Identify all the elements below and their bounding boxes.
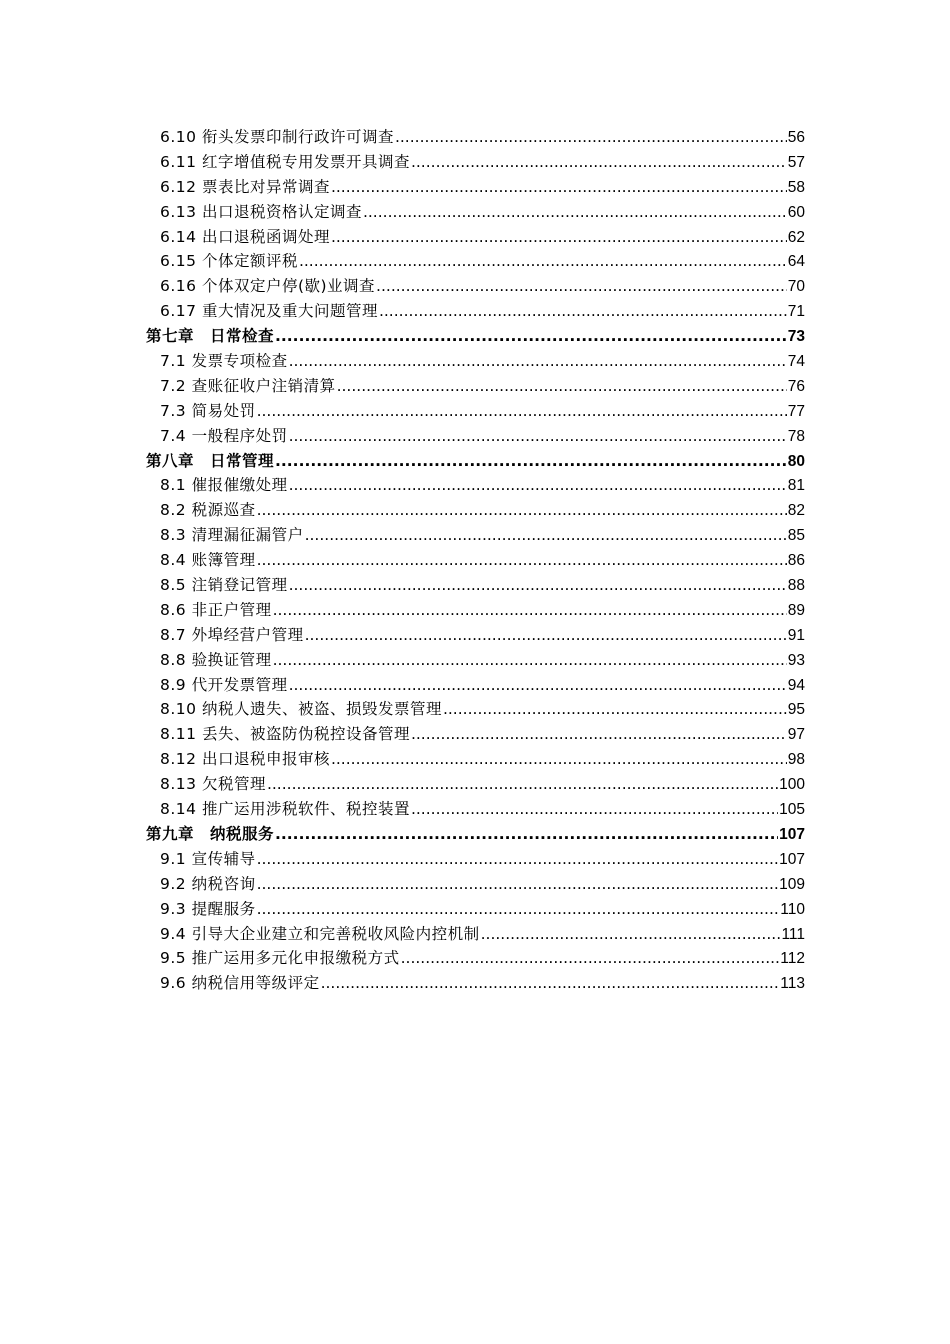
toc-page-number: 64 <box>787 253 805 271</box>
toc-section-entry[interactable] <box>0 747 950 772</box>
toc-entry-title: 8.2 税源巡查 <box>160 501 256 520</box>
toc-section-entry[interactable] <box>0 648 950 673</box>
toc-page-number: 89 <box>787 601 805 619</box>
toc-page-number: 107 <box>779 825 805 843</box>
toc-section-entry[interactable] <box>0 249 950 274</box>
toc-section-entry[interactable] <box>0 548 950 573</box>
toc-dot-leader <box>379 299 787 324</box>
toc-dot-leader <box>289 473 787 498</box>
toc-section-entry[interactable] <box>0 374 950 399</box>
toc-page-number: 73 <box>787 328 805 346</box>
toc-chapter-entry[interactable] <box>0 449 950 474</box>
toc-section-entry[interactable] <box>0 200 950 225</box>
toc-entry-title: 8.14 推广运用涉税软件、税控装置 <box>160 800 410 819</box>
toc-page-number: 112 <box>780 950 805 968</box>
toc-dot-leader <box>411 797 778 822</box>
toc-entry-title: 8.13 欠税管理 <box>160 775 266 794</box>
toc-entry-title: 7.3 简易处罚 <box>160 401 256 420</box>
toc-chapter-entry[interactable] <box>0 324 950 349</box>
toc-page-number: 82 <box>787 502 805 520</box>
toc-page-number: 70 <box>787 278 805 296</box>
toc-page-number: 113 <box>780 975 805 993</box>
toc-dot-leader <box>363 200 787 225</box>
toc-section-entry[interactable] <box>0 623 950 648</box>
toc-dot-leader <box>273 648 787 673</box>
toc-entry-title: 6.12 票表比对异常调查 <box>160 177 330 196</box>
toc-section-entry[interactable] <box>0 125 950 150</box>
toc-entry-title: 8.1 催报催缴处理 <box>160 476 288 495</box>
toc-dot-leader <box>257 872 779 897</box>
toc-entry-title: 9.3 提醒服务 <box>160 899 256 918</box>
toc-section-entry[interactable] <box>0 922 950 947</box>
toc-entry-title: 第九章 纳税服务 <box>146 824 275 843</box>
toc-entry-title: 6.16 个体双定户停(歇)业调查 <box>160 277 376 296</box>
toc-entry-title: 8.4 账簿管理 <box>160 551 256 570</box>
toc-section-entry[interactable] <box>0 897 950 922</box>
toc-section-entry[interactable] <box>0 399 950 424</box>
toc-section-entry[interactable] <box>0 797 950 822</box>
toc-page-number: 91 <box>787 626 805 644</box>
toc-page-number: 107 <box>779 850 805 868</box>
toc-section-entry[interactable] <box>0 772 950 797</box>
toc-section-entry[interactable] <box>0 299 950 324</box>
toc-dot-leader <box>331 175 787 200</box>
toc-page-number: 57 <box>787 153 805 171</box>
toc-entry-title: 7.1 发票专项检查 <box>160 352 288 371</box>
toc-entry-title: 9.1 宣传辅导 <box>160 849 256 868</box>
toc-entry-title: 6.17 重大情况及重大问题管理 <box>160 302 378 321</box>
toc-dot-leader <box>257 897 780 922</box>
toc-entry-title: 6.10 衔头发票印制行政许可调查 <box>160 128 394 146</box>
toc-dot-leader <box>411 150 787 175</box>
toc-dot-leader <box>289 573 787 598</box>
toc-section-entry[interactable] <box>0 523 950 548</box>
toc-page-number: 109 <box>779 875 805 893</box>
toc-dot-leader <box>411 722 787 747</box>
toc-dot-leader <box>257 399 787 424</box>
toc-section-entry[interactable] <box>0 473 950 498</box>
toc-entry-title: 9.2 纳税咨询 <box>160 874 256 893</box>
toc-entry-title: 8.8 验换证管理 <box>160 650 272 669</box>
toc-entry-title: 6.14 出口退税函调处理 <box>160 227 330 246</box>
table-of-contents <box>0 125 950 996</box>
toc-dot-leader <box>289 424 787 449</box>
toc-entry-title: 8.10 纳税人遗失、被盗、损毁发票管理 <box>160 700 442 719</box>
toc-entry-title: 8.6 非正户管理 <box>160 600 272 619</box>
toc-dot-leader <box>331 747 787 772</box>
toc-page-number: 95 <box>787 701 805 719</box>
toc-page-number: 85 <box>787 527 805 545</box>
toc-entry-title: 9.5 推广运用多元化申报缴税方式 <box>160 949 400 968</box>
toc-page-number: 93 <box>787 651 805 669</box>
toc-page-number: 77 <box>787 402 805 420</box>
toc-page-number: 111 <box>781 925 805 943</box>
toc-dot-leader <box>257 847 779 872</box>
toc-dot-leader <box>443 697 787 722</box>
toc-dot-leader <box>305 623 787 648</box>
toc-page-number: 80 <box>787 452 805 470</box>
toc-entry-title: 第八章 日常管理 <box>146 451 275 470</box>
toc-entry-title: 7.2 查账征收户注销清算 <box>160 376 336 395</box>
toc-page-number: 60 <box>787 203 805 221</box>
toc-dot-leader <box>257 548 787 573</box>
toc-dot-leader <box>267 772 778 797</box>
toc-dot-leader <box>289 673 787 698</box>
toc-section-entry[interactable] <box>0 946 950 971</box>
toc-entry-title: 8.7 外埠经营户管理 <box>160 625 304 644</box>
toc-page-number: 71 <box>787 303 805 321</box>
toc-dot-leader <box>337 374 787 399</box>
toc-page-number: 81 <box>787 477 805 495</box>
toc-page-number: 110 <box>780 900 805 918</box>
toc-entry-title: 6.15 个体定额评税 <box>160 252 298 271</box>
toc-section-entry[interactable] <box>0 598 950 623</box>
toc-dot-leader <box>395 125 787 150</box>
toc-section-entry[interactable] <box>0 971 950 996</box>
toc-dot-leader <box>331 225 787 250</box>
toc-section-entry[interactable] <box>0 673 950 698</box>
toc-page-number: 97 <box>787 726 805 744</box>
toc-section-entry[interactable] <box>0 150 950 175</box>
toc-page-number: 88 <box>787 577 805 595</box>
toc-page-number: 86 <box>787 552 805 570</box>
toc-entry-title: 8.11 丢失、被盗防伪税控设备管理 <box>160 725 410 744</box>
toc-page-number: 62 <box>787 228 805 246</box>
toc-dot-leader <box>305 523 787 548</box>
toc-entry-title: 6.11 红字增值税专用发票开具调查 <box>160 152 410 171</box>
toc-page-number: 56 <box>787 129 805 146</box>
toc-dot-leader <box>481 922 781 947</box>
toc-section-entry[interactable] <box>0 274 950 299</box>
toc-section-entry[interactable] <box>0 697 950 722</box>
toc-entry-title: 9.4 引导大企业建立和完善税收风险内控机制 <box>160 924 480 943</box>
toc-entry-title: 9.6 纳税信用等级评定 <box>160 974 320 993</box>
toc-section-entry[interactable] <box>0 498 950 523</box>
toc-dot-leader <box>257 498 787 523</box>
toc-dot-leader <box>289 349 787 374</box>
toc-section-entry[interactable] <box>0 349 950 374</box>
toc-section-entry[interactable] <box>0 722 950 747</box>
toc-dot-leader <box>275 449 787 474</box>
toc-section-entry[interactable] <box>0 872 950 897</box>
toc-dot-leader <box>275 324 787 349</box>
toc-section-entry[interactable] <box>0 573 950 598</box>
toc-entry-title: 8.3 清理漏征漏管户 <box>160 526 304 545</box>
toc-dot-leader <box>401 946 780 971</box>
toc-entry-title: 8.9 代开发票管理 <box>160 675 288 694</box>
toc-entry-title: 7.4 一般程序处罚 <box>160 426 288 445</box>
toc-page-number: 74 <box>787 353 805 371</box>
toc-page-number: 76 <box>787 377 805 395</box>
toc-section-entry[interactable] <box>0 424 950 449</box>
toc-entry-title: 第七章 日常检查 <box>146 327 275 346</box>
toc-dot-leader <box>321 971 780 996</box>
toc-section-entry[interactable] <box>0 175 950 200</box>
toc-section-entry[interactable] <box>0 225 950 250</box>
toc-page-number: 100 <box>779 776 805 794</box>
toc-dot-leader <box>299 249 787 274</box>
toc-page-number: 98 <box>787 751 805 769</box>
toc-dot-leader <box>275 822 778 847</box>
toc-page-number: 105 <box>779 801 805 819</box>
toc-page-number: 58 <box>787 178 805 196</box>
toc-entry-title: 8.5 注销登记管理 <box>160 576 288 595</box>
toc-entry-title: 8.12 出口退税申报审核 <box>160 750 330 769</box>
toc-page-number: 78 <box>787 427 805 445</box>
toc-entry-title: 6.13 出口退税资格认定调查 <box>160 202 362 221</box>
toc-dot-leader <box>273 598 787 623</box>
toc-chapter-entry[interactable] <box>0 822 950 847</box>
toc-dot-leader <box>376 274 787 299</box>
toc-section-entry[interactable] <box>0 847 950 872</box>
toc-page-number: 94 <box>787 676 805 694</box>
